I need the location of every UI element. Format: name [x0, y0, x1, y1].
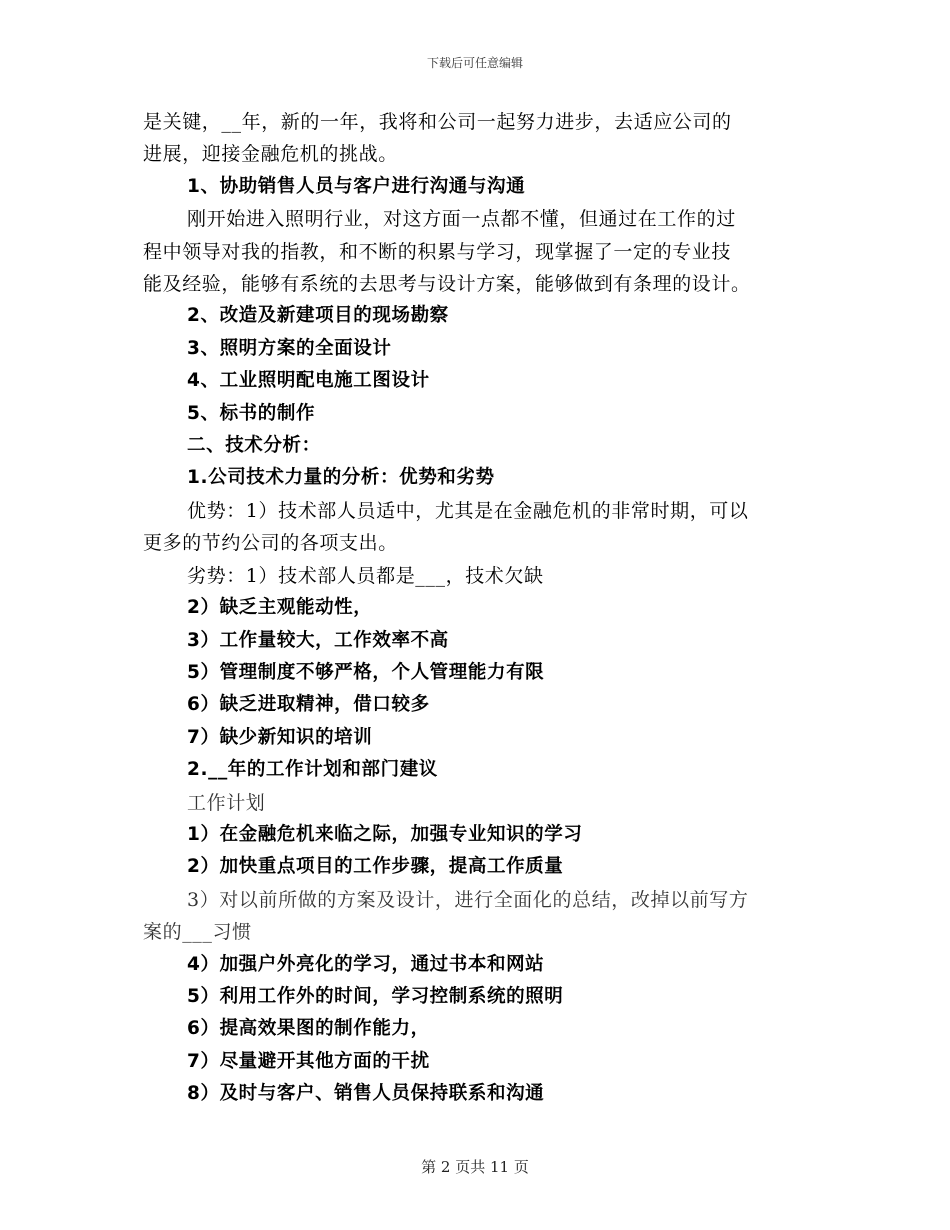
section-heading: 4、工业照明配电施工图设计 [187, 370, 430, 392]
list-item: 7）缺少新知识的培训 [187, 726, 373, 748]
body-line: 是关键，__年，新的一年，我将和公司一起努力进步，去适应公司的 [143, 111, 732, 133]
list-item: 8）及时与客户、销售人员保持联系和沟通 [187, 1083, 545, 1105]
section-heading: 1.公司技术力量的分析：优势和劣势 [187, 467, 495, 489]
body-line: 劣势：1）技术部人员都是___，技术欠缺 [187, 564, 544, 587]
list-item: 6）提高效果图的制作能力， [187, 1018, 430, 1040]
list-item: 2）缺乏主观能动性， [187, 597, 373, 619]
document-body [143, 106, 813, 1111]
section-heading: 2、改造及新建项目的现场勘察 [187, 305, 449, 327]
section-heading: 1、协助销售人员与客户进行沟通与沟通 [187, 175, 526, 197]
section-heading: 二、技术分析： [187, 435, 321, 457]
section-heading: 3、照明方案的全面设计 [187, 337, 392, 359]
list-item: 3）工作量较大，工作效率不高 [187, 629, 449, 651]
list-item: 2）加快重点项目的工作步骤，提高工作质量 [187, 856, 564, 878]
list-item: 6）缺乏进取精神，借口较多 [187, 694, 430, 716]
list-item: 5）利用工作外的时间，学习控制系统的照明 [187, 985, 564, 1007]
list-item: 1）在金融危机来临之际，加强专业知识的学习 [187, 823, 583, 845]
list-item: 7）尽量避开其他方面的干扰 [187, 1050, 430, 1072]
section-heading: 5、标书的制作 [187, 402, 316, 424]
page-header: 下载后可任意编辑 [426, 56, 523, 70]
body-line: 3）对以前所做的方案及设计，进行全面化的总结，改掉以前写方 [187, 888, 749, 911]
list-item: 5）管理制度不够严格，个人管理能力有限 [187, 661, 545, 683]
body-line: 刚开始进入照明行业，对这方面一点都不懂，但通过在工作的过 [187, 208, 736, 231]
body-line: 更多的节约公司的各项支出。 [143, 532, 398, 555]
body-line: 案的___习惯 [143, 921, 252, 944]
body-line: 能及经验，能够有系统的去思考与设计方案，能够做到有条理的设计。 [143, 273, 751, 296]
body-line: 程中领导对我的指教，和不断的积累与学习，现掌握了一定的专业技 [143, 240, 732, 263]
section-heading: 2.__年的工作计划和部门建议 [187, 759, 438, 781]
list-item: 4）加强户外亮化的学习，通过书本和网站 [187, 953, 545, 975]
body-line: 进展，迎接金融危机的挑战。 [143, 143, 398, 166]
page-footer: 第 2 页共 11 页 [421, 1158, 529, 1176]
body-line: 优势：1）技术部人员适中，尤其是在金融危机的非常时期，可以 [187, 499, 749, 522]
subheading: 工作计划 [187, 791, 266, 814]
